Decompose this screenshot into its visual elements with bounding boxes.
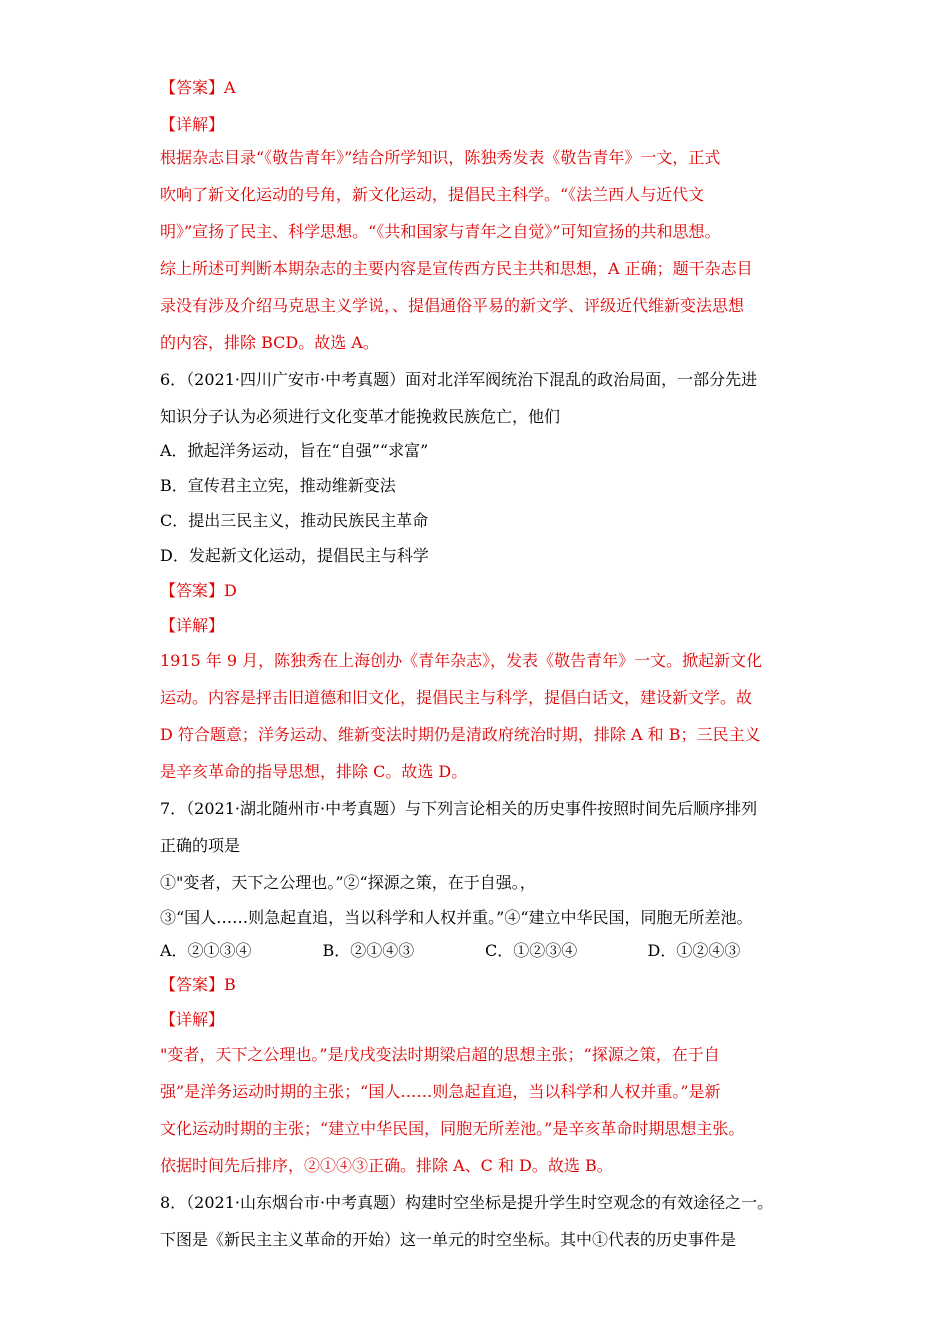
q5-detail-line: 综上所述可判断本期杂志的主要内容是宣传西方民主共和思想，A 正确；题干杂志目	[160, 259, 753, 278]
q6-detail-label: 【详解】	[160, 616, 225, 635]
q6-option-d: D．发起新文化运动，提倡民主与科学	[160, 546, 429, 565]
q7-option-a: A．②①③④	[160, 941, 252, 960]
q7-detail-label: 【详解】	[160, 1010, 225, 1029]
q7-detail-line: 文化运动时期的主张；“建立中华民国，同胞无所差池。”是辛亥革命时期思想主张。	[160, 1119, 745, 1138]
q6-detail-line: 是辛亥革命的指导思想，排除 C。故选 D。	[160, 762, 468, 781]
q7-option-b: B．②①④③	[322, 941, 415, 960]
q7-option-d: D．①②④③	[647, 941, 741, 960]
q5-answer: 【答案】A	[160, 78, 236, 97]
q7-answer: 【答案】B	[160, 975, 236, 994]
q8-stem-line: 8．（2021·山东烟台市·中考真题）构建时空坐标是提升学生时空观念的有效途径之一。	[160, 1193, 774, 1212]
q6-answer: 【答案】D	[160, 581, 237, 600]
q7-detail-line: "变者，天下之公理也。”是戊戌变法时期梁启超的思想主张；“探源之策，在于自	[160, 1045, 720, 1064]
q7-detail-line: 依据时间先后排序，②①④③正确。排除 A、C 和 D。故选 B。	[160, 1156, 613, 1175]
q5-detail-line: 录没有涉及介绍马克思主义学说，、提倡通俗平易的新文学、评级近代维新变法思想	[160, 296, 745, 315]
q7-quote-line: ①"变者，天下之公理也。”②“探源之策，在于自强。，	[160, 873, 536, 892]
q7-options-row	[160, 939, 810, 963]
q6-detail-line: D 符合题意；洋务运动、维新变法时期仍是清政府统治时期，排除 A 和 B；三民主义	[160, 725, 761, 744]
q6-option-a: A．掀起洋务运动，旨在“自强”“求富”	[160, 441, 429, 460]
q8-stem-line: 下图是《新民主主义革命的开始）这一单元的时空坐标。其中①代表的历史事件是	[160, 1230, 737, 1249]
q7-stem-line: 7．（2021·湖北随州市·中考真题）与下列言论相关的历史事件按照时间先后顺序排列	[160, 799, 758, 818]
q5-detail-line: 明》”宣扬了民主、科学思想。“《共和国家与青年之自觉》”可知宣扬的共和思想。	[160, 222, 721, 241]
q7-quote-line: ③“国人……则急起直追，当以科学和人权并重。”④“建立中华民国，同胞无所差池。	[160, 908, 753, 927]
q7-detail-line: 强”是洋务运动时期的主张；“国人……则急起直追，当以科学和人权并重。”是新	[160, 1082, 721, 1101]
q6-stem-line: 6．（2021·四川广安市·中考真题）面对北洋军阀统治下混乱的政治局面，一部分先进	[160, 370, 758, 389]
q6-stem-line: 知识分子认为必须进行文化变革才能挽救民族危亡，他们	[160, 407, 561, 426]
q6-detail-line: 运动。内容是抨击旧道德和旧文化，提倡民主与科学，提倡白话文，建设新文学。故	[160, 688, 753, 707]
q5-detail-line: 吹响了新文化运动的号角，新文化运动，提倡民主科学。“《法兰西人与近代文	[160, 185, 705, 204]
q6-option-b: B．宣传君主立宪，推动维新变法	[160, 476, 396, 495]
q6-detail-line: 1915 年 9 月，陈独秀在上海创办《青年杂志》，发表《敬告青年》一文。掀起新文化	[160, 651, 763, 670]
q7-stem-line: 正确的项是	[160, 836, 241, 855]
q5-detail-line: 的内容，排除 BCD。故选 A。	[160, 333, 379, 352]
q5-detail-label: 【详解】	[160, 115, 225, 134]
q5-detail-line: 根据杂志目录“《敬告青年》”结合所学知识，陈独秀发表《敬告青年》一文，正式	[160, 148, 721, 167]
q6-option-c: C．提出三民主义，推动民族民主革命	[160, 511, 429, 530]
q7-option-c: C．①②③④	[485, 941, 578, 960]
